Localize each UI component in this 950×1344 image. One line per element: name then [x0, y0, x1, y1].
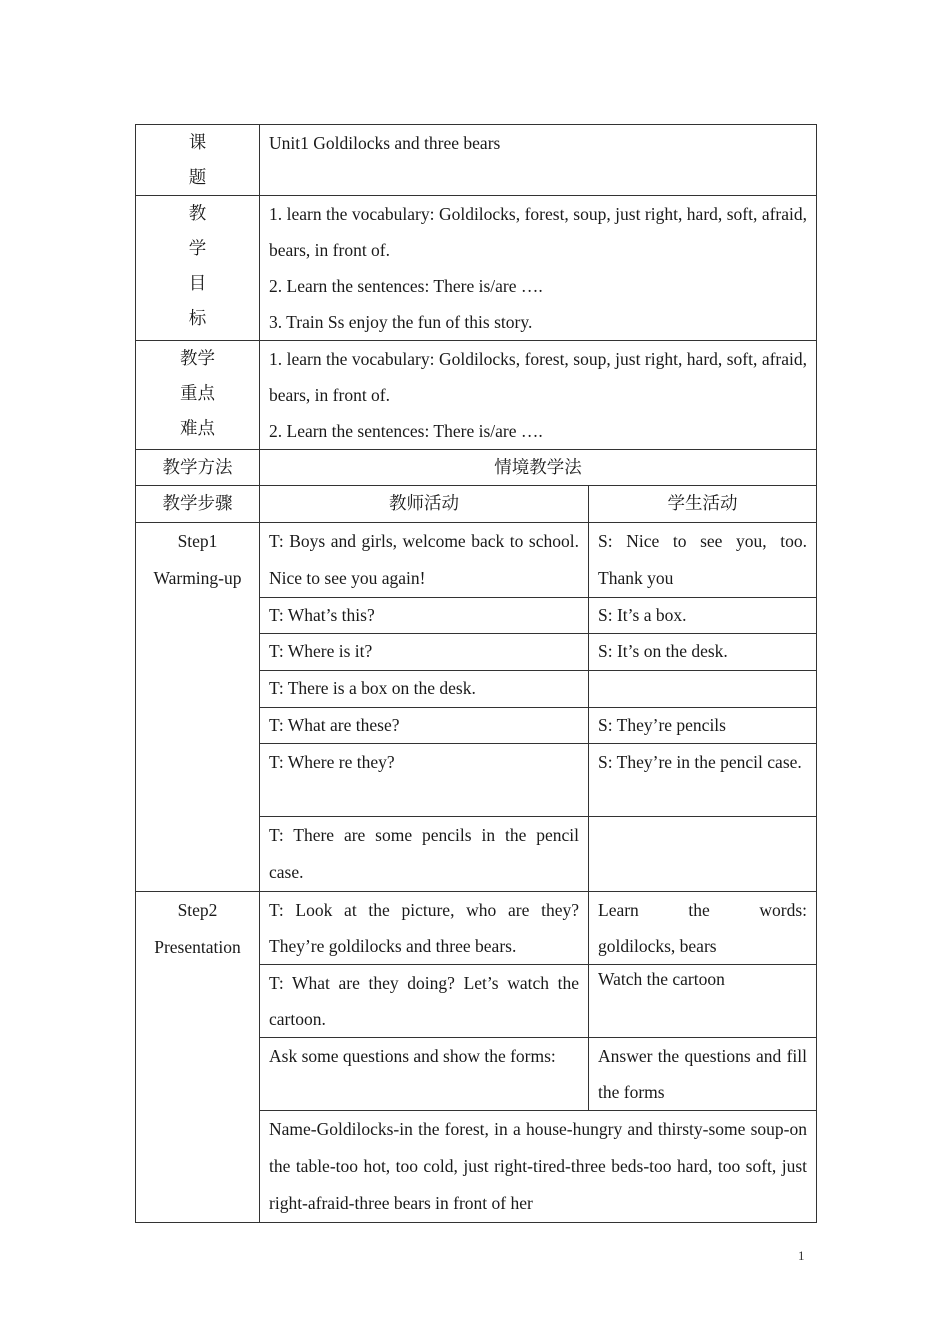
key-points-value: [260, 341, 817, 450]
objective-item: 3. Train Ss enjoy the fun of this story.: [269, 312, 533, 332]
topic-row: [136, 125, 817, 196]
student-activity: [589, 671, 817, 708]
student-activity: S: They’re pencils: [589, 708, 817, 744]
method-value: 情境教学法: [260, 450, 817, 486]
teacher-activity: T: There are some pencils in the pencil case.: [260, 817, 589, 892]
student-activity: Watch the cartoon: [589, 965, 817, 1038]
student-activity-header: 学生活动: [589, 486, 817, 523]
key-points-label: 教学 重点 难点: [136, 341, 260, 450]
teacher-activity-header: 教师活动: [260, 486, 589, 523]
student-activity: S: It’s on the desk.: [589, 634, 817, 671]
steps-header-row: [136, 486, 817, 523]
teacher-activity: T: Look at the picture, who are they? They’re goldilocks and three bears.: [260, 892, 589, 965]
page-number: 1: [798, 1248, 805, 1263]
student-activity: Answer the questions and fill the forms: [589, 1038, 817, 1111]
student-activity: [589, 817, 817, 892]
table-row: [136, 523, 817, 598]
teacher-activity: T: What are these?: [260, 708, 589, 744]
objective-item: 2. Learn the sentences: There is/are ….: [269, 276, 543, 296]
objectives-row: [136, 196, 817, 341]
step2-label: Step2 Presentation: [136, 892, 260, 1223]
teacher-activity: T: Where is it?: [260, 634, 589, 671]
key-points-row: [136, 341, 817, 450]
key-point-item: 1. learn the vocabulary: Goldilocks, forest, soup, just right, hard, soft, afraid, bears, in front of.: [269, 349, 808, 405]
story-outline: Name-Goldilocks-in the forest, in a house-hungry and thirsty-some soup-on the table-too hot, too cold, just right-tired-three beds-too hard, too soft, just right-afraid-three bears in front of her: [260, 1111, 817, 1223]
student-activity: Learn the words: goldilocks, bears: [589, 892, 817, 965]
teacher-activity: T: There is a box on the desk.: [260, 671, 589, 708]
method-row: [136, 450, 817, 486]
student-activity: S: Nice to see you, too. Thank you: [589, 523, 817, 598]
teacher-activity: T: Where re they?: [260, 744, 589, 817]
topic-value: Unit1 Goldilocks and three bears: [260, 125, 817, 196]
lesson-plan-table: [135, 124, 817, 1223]
objective-item: 1. learn the vocabulary: Goldilocks, forest, soup, just right, hard, soft, afraid, bears, in front of.: [269, 204, 808, 260]
student-activity: S: It’s a box.: [589, 598, 817, 634]
objectives-label: 教 学 目 标: [136, 196, 260, 341]
teacher-activity: T: What’s this?: [260, 598, 589, 634]
method-label: 教学方法: [136, 450, 260, 486]
objectives-value: [260, 196, 817, 341]
student-activity: S: They’re in the pencil case.: [589, 744, 817, 817]
teacher-activity: T: What are they doing? Let’s watch the cartoon.: [260, 965, 589, 1038]
table-row: [136, 892, 817, 965]
teacher-activity: Ask some questions and show the forms:: [260, 1038, 589, 1111]
steps-label: 教学步骤: [136, 486, 260, 523]
topic-label: 课 题: [136, 125, 260, 196]
teacher-activity: T: Boys and girls, welcome back to school. Nice to see you again!: [260, 523, 589, 598]
step1-label: Step1 Warming-up: [136, 523, 260, 892]
key-point-item: 2. Learn the sentences: There is/are ….: [269, 421, 543, 441]
